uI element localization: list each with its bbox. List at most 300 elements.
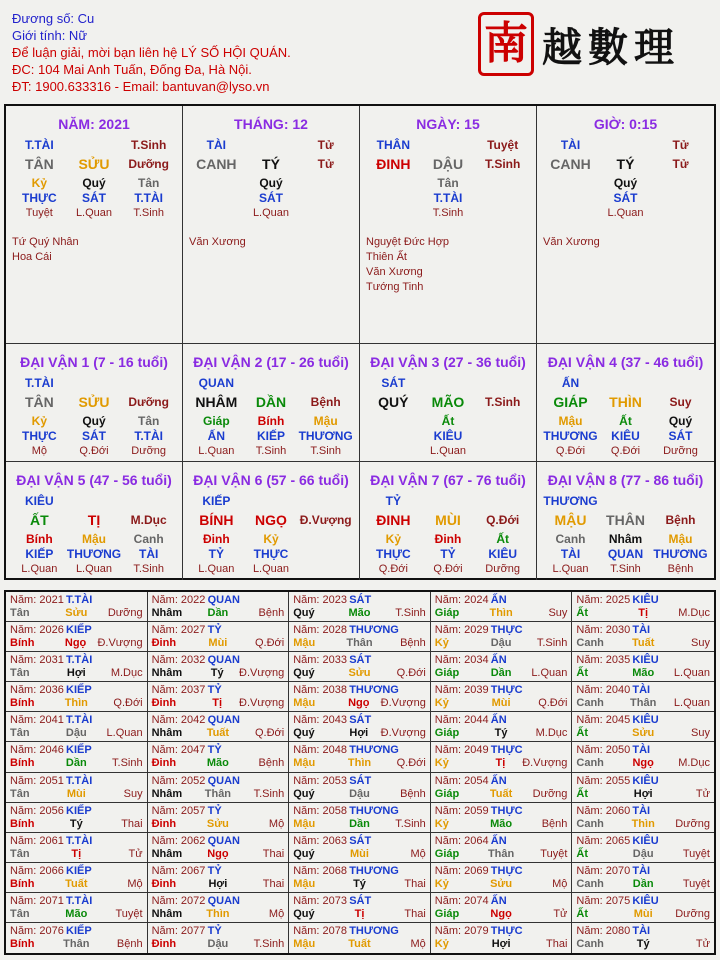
year-branch: Hợi	[633, 787, 653, 800]
year-phase: L.Quan	[673, 667, 710, 680]
year-branch: Tuất	[206, 727, 230, 740]
year-branch: Tị	[212, 697, 223, 710]
cell-value	[543, 176, 598, 191]
year-stem: Bính	[10, 817, 35, 830]
year-branch: Sửu	[206, 817, 229, 830]
year-cell	[431, 652, 573, 682]
year-star: THỰC	[490, 684, 523, 697]
contact-line-2: ĐC: 104 Mai Anh Tuấn, Đống Đa, Hà Nội.	[12, 62, 252, 77]
year-branch: Thân	[346, 637, 373, 650]
year-label: Năm: 2064	[434, 834, 489, 847]
year-phase: Q.Đới	[254, 637, 285, 650]
year-phase: Suy	[691, 727, 710, 740]
year-label: Năm: 2021	[10, 594, 64, 606]
cell-value: Q.Đới	[378, 563, 408, 575]
year-cell	[6, 773, 148, 803]
year-branch: Ngọ	[64, 637, 87, 650]
cell-value: L.Quan	[252, 207, 290, 219]
year-top	[10, 895, 143, 908]
cell-value: Dưỡng	[485, 563, 521, 575]
year-phase: Tuyệt	[115, 907, 143, 920]
cell-value: T.Sinh	[432, 207, 464, 219]
year-phase: Đ.Vượng	[239, 697, 285, 710]
cell-value: ẤT	[29, 512, 49, 528]
year-cell	[6, 833, 148, 863]
year-label: Năm: 2063	[293, 834, 347, 847]
year-cell	[148, 923, 290, 953]
year-top	[435, 714, 568, 727]
cell-title: ĐẠI VẬN 2 (17 - 26 tuổi)	[193, 354, 349, 370]
cell-value: Bính	[257, 414, 285, 428]
year-phase: Đ.Vượng	[97, 637, 143, 650]
year-cell	[431, 742, 573, 772]
cell-row-1	[366, 138, 530, 153]
year-phase: T.Sinh	[112, 757, 143, 770]
year-branch: Tuất	[489, 787, 513, 800]
year-top	[293, 684, 426, 697]
year-branch: Dậu	[65, 727, 87, 740]
cell-value	[421, 376, 476, 391]
cell-title: ĐẠI VẬN 7 (67 - 76 tuổi)	[370, 472, 526, 488]
year-star: TỶ	[207, 804, 222, 817]
year-label: Năm: 2062	[151, 834, 206, 847]
cell-value: TÝ	[262, 156, 280, 172]
year-branch: Sửu	[490, 877, 513, 890]
cell-row-5	[366, 562, 530, 577]
year-phase: Thai	[262, 877, 285, 890]
year-branch: Tý	[69, 817, 83, 830]
year-cell	[289, 803, 431, 833]
cell-value	[366, 206, 421, 221]
year-branch: Sửu	[65, 607, 88, 619]
year-top	[152, 805, 285, 818]
year-stem: Quý	[293, 847, 315, 860]
year-stem: Giáp	[434, 847, 460, 860]
cell-row-5	[12, 206, 176, 221]
cell-value: Quý	[259, 176, 283, 190]
year-branch: Mùi	[208, 637, 228, 650]
year-bottom	[10, 727, 143, 740]
cell-value: Quý	[668, 414, 693, 428]
cell-row-5	[12, 562, 176, 577]
cell-value	[421, 138, 476, 153]
cell-value: CANH	[196, 156, 237, 172]
cell-stars	[543, 235, 708, 250]
cell-value: TỶ	[385, 494, 401, 508]
cell-stars	[366, 235, 530, 295]
year-stem: Canh	[576, 877, 604, 890]
cell-row-1	[12, 494, 176, 509]
year-star: TÀI	[632, 624, 651, 637]
year-cell	[572, 592, 714, 622]
year-label: Năm: 2023	[293, 594, 347, 606]
year-phase: Suy	[691, 637, 710, 650]
year-label: Năm: 2074	[434, 894, 489, 907]
cell-value	[653, 494, 708, 509]
year-cell	[431, 863, 573, 893]
year-top	[152, 594, 285, 607]
cell-value: ĐINH	[376, 156, 411, 172]
cell-row-4	[543, 429, 708, 444]
year-bottom	[435, 697, 568, 710]
year-stem: Ất	[576, 847, 588, 860]
cell-row-4	[543, 547, 708, 562]
cell-value: Tử	[672, 138, 689, 152]
cell-value: THƯƠNG	[653, 547, 708, 561]
year-phase: Bệnh	[258, 757, 285, 770]
cell-value: Q.Đới	[433, 563, 463, 575]
year-branch: Dậu	[632, 847, 654, 860]
year-bottom	[293, 607, 426, 620]
chart-cell	[360, 344, 537, 462]
year-label: Năm: 2078	[293, 924, 347, 937]
year-top	[152, 835, 285, 848]
year-top	[293, 775, 426, 788]
year-bottom	[576, 607, 710, 620]
year-bottom	[435, 788, 568, 801]
cell-value	[366, 414, 421, 429]
year-cell	[6, 923, 148, 953]
year-stem: Đinh	[151, 757, 177, 770]
year-bottom	[293, 637, 426, 650]
cell-value: Kỷ	[31, 176, 47, 190]
year-cell	[572, 742, 714, 772]
seal-glyph: 南	[484, 18, 528, 69]
cell-value	[298, 547, 353, 562]
cell-value	[421, 494, 476, 509]
cell-value: TÝ	[616, 156, 635, 172]
year-branch: Thân	[630, 697, 657, 710]
cell-value: Giáp	[202, 414, 230, 428]
cell-value: SÁT	[668, 429, 693, 443]
cell-value: T.Sinh	[255, 445, 287, 457]
year-bottom	[435, 878, 568, 891]
cell-row-1	[12, 138, 176, 153]
year-branch: Mão	[632, 667, 655, 680]
year-star: QUAN	[207, 774, 240, 787]
year-branch: Sửu	[632, 727, 655, 740]
year-star: T.TÀI	[66, 774, 93, 787]
cell-row-2	[543, 395, 708, 410]
year-phase: Thai	[262, 847, 285, 860]
year-stem: Giáp	[434, 727, 460, 740]
year-bottom	[576, 757, 710, 770]
cell-value: MẬU	[554, 512, 587, 528]
year-stem: Tân	[10, 727, 30, 740]
year-phase: T.Sinh	[253, 787, 285, 800]
chart-cell	[183, 106, 360, 344]
year-cell	[6, 622, 148, 652]
year-phase: Tử	[695, 937, 710, 950]
year-branch: Thìn	[206, 907, 230, 920]
cell-row-4	[12, 429, 176, 444]
year-branch: Mão	[490, 817, 513, 830]
year-label: Năm: 2042	[151, 714, 206, 727]
star-item: Tướng Tinh	[366, 281, 424, 293]
year-cell	[431, 682, 573, 712]
year-phase: Suy	[123, 787, 143, 800]
cell-row-2	[366, 513, 530, 528]
year-top	[10, 594, 143, 607]
year-top	[576, 865, 710, 878]
cell-row-2	[12, 157, 176, 172]
year-cell	[289, 682, 431, 712]
year-top	[576, 805, 710, 818]
cell-value	[244, 376, 299, 391]
year-cell	[431, 893, 573, 923]
year-stem: Tân	[10, 847, 30, 860]
year-phase: Đ.Vượng	[239, 667, 285, 680]
year-top	[293, 805, 426, 818]
year-label: Năm: 2026	[10, 624, 64, 637]
cell-value: Tân	[437, 176, 459, 190]
cell-value: Canh	[133, 532, 164, 546]
cell-value: Q.Đới	[610, 445, 641, 457]
year-bottom	[435, 848, 568, 861]
year-label: Năm: 2040	[576, 684, 631, 697]
year-branch: Dần	[207, 607, 229, 619]
year-phase: Tuyệt	[682, 847, 710, 860]
year-stem: Kỷ	[434, 817, 449, 830]
year-star: QUAN	[207, 594, 240, 606]
year-bottom	[435, 938, 568, 951]
cell-row-5	[366, 444, 530, 459]
year-label: Năm: 2051	[10, 774, 64, 787]
year-label: Năm: 2044	[434, 714, 489, 727]
year-label: Năm: 2038	[293, 684, 347, 697]
cell-title: ĐẠI VẬN 3 (27 - 36 tuổi)	[370, 354, 526, 370]
cell-value: SỬU	[78, 156, 110, 172]
cell-value: Dưỡng	[128, 395, 169, 409]
year-cell	[148, 622, 290, 652]
year-star: SÁT	[349, 594, 372, 606]
cell-value: TỶ	[208, 547, 224, 561]
year-label: Năm: 2079	[434, 924, 489, 937]
year-star: KIẾP	[66, 864, 92, 877]
cell-row-4	[12, 547, 176, 562]
year-star: ẤN	[490, 834, 507, 847]
year-star: QUAN	[207, 654, 240, 667]
cell-row-2	[543, 157, 708, 172]
chart-grid	[4, 104, 716, 580]
year-branch: Hợi	[66, 667, 86, 680]
year-branch: Thìn	[489, 607, 513, 619]
year-branch: Mùi	[66, 787, 86, 800]
star-item: Văn Xương	[543, 236, 600, 248]
cell-value: Mậu	[81, 532, 106, 546]
cell-value: CANH	[550, 156, 591, 172]
year-top	[10, 805, 143, 818]
cell-value: SÁT	[81, 429, 106, 443]
year-branch: Tuất	[348, 937, 371, 950]
cell-value	[475, 494, 530, 509]
year-stem: Bính	[10, 757, 35, 770]
year-branch: Hợi	[349, 727, 369, 740]
year-label: Năm: 2076	[10, 924, 64, 937]
cell-title: ĐẠI VẬN 1 (7 - 16 tuổi)	[20, 354, 168, 370]
year-branch: Tị	[354, 907, 365, 920]
year-grid	[4, 590, 716, 955]
year-stem: Ất	[576, 907, 588, 920]
year-stem: Tân	[10, 787, 30, 800]
year-bottom	[10, 938, 143, 951]
cell-value	[298, 494, 353, 509]
year-phase: M.Dục	[678, 757, 710, 770]
year-bottom	[152, 818, 285, 831]
year-phase: Dưỡng	[675, 817, 710, 830]
cell-value: Suy	[669, 395, 692, 409]
cell-value: Q.Đới	[486, 513, 520, 527]
year-label: Năm: 2035	[576, 654, 631, 667]
year-label: Năm: 2039	[434, 684, 489, 697]
cell-value: THÂN	[376, 138, 410, 152]
year-phase: M.Dục	[110, 667, 143, 680]
year-top	[576, 714, 710, 727]
year-bottom	[10, 637, 143, 650]
cell-value: ẤN	[561, 376, 580, 390]
year-bottom	[10, 788, 143, 801]
year-cell	[289, 742, 431, 772]
cell-row-5	[189, 444, 353, 459]
year-bottom	[293, 848, 426, 861]
cell-value: Ất	[619, 414, 632, 428]
year-cell	[431, 833, 573, 863]
year-star: KIẾP	[66, 624, 92, 637]
cell-row-1	[189, 376, 353, 391]
cell-value	[189, 176, 244, 191]
cell-value: TÀI	[560, 547, 581, 561]
year-branch: Tị	[495, 757, 506, 770]
year-branch: Dần	[65, 757, 87, 770]
cell-value: SÁT	[81, 191, 106, 205]
year-label: Năm: 2067	[151, 864, 206, 877]
year-label: Năm: 2061	[10, 834, 64, 847]
year-star: THƯƠNG	[349, 684, 399, 697]
year-star: QUAN	[207, 834, 240, 847]
year-label: Năm: 2056	[10, 804, 64, 817]
year-top	[435, 775, 568, 788]
cell-value	[543, 206, 598, 221]
cell-value: TÀI	[206, 138, 226, 152]
year-star: SÁT	[349, 774, 372, 787]
cell-value: T.Sinh	[133, 207, 164, 219]
year-top	[152, 684, 285, 697]
cell-value: Tử	[317, 157, 334, 171]
cell-value: SÁT	[258, 191, 283, 205]
cell-value	[475, 191, 530, 206]
cell-row-3	[12, 532, 176, 547]
cell-value: Ất	[496, 532, 509, 546]
year-star: KIÊU	[632, 834, 659, 847]
year-stem: Nhâm	[151, 847, 183, 860]
cell-value	[598, 376, 653, 391]
cell-value: Bính	[25, 532, 53, 546]
cell-value: T.Sinh	[484, 157, 521, 171]
year-bottom	[10, 667, 143, 680]
cell-value	[67, 138, 122, 153]
cell-value: GIÁP	[553, 394, 588, 410]
year-star: KIÊU	[632, 894, 659, 907]
year-bottom	[576, 788, 710, 801]
cell-value	[653, 176, 708, 191]
year-top	[576, 835, 710, 848]
cell-value	[366, 429, 421, 444]
year-branch: Mùi	[350, 847, 369, 860]
year-phase: Q.Đới	[538, 697, 568, 710]
year-star: KIẾP	[66, 804, 92, 817]
year-star: QUAN	[207, 894, 240, 907]
year-top	[293, 624, 426, 637]
year-branch: Mão	[65, 907, 88, 920]
year-star: TÀI	[632, 744, 651, 757]
cell-value: Dưỡng	[128, 157, 169, 171]
seal-icon	[478, 12, 534, 76]
cell-value: T.Sinh	[610, 563, 641, 575]
year-label: Năm: 2031	[10, 654, 64, 667]
year-bottom	[152, 848, 285, 861]
cell-value	[121, 376, 176, 391]
year-label: Năm: 2025	[576, 594, 631, 606]
year-phase: Mộ	[127, 877, 143, 890]
year-cell	[572, 652, 714, 682]
cell-value: Đ.Vượng	[299, 513, 352, 527]
year-cell	[148, 773, 290, 803]
year-label: Năm: 2075	[576, 894, 631, 907]
star-item: Tứ Quý Nhân	[12, 236, 79, 248]
year-bottom	[293, 818, 426, 831]
year-bottom	[435, 757, 568, 770]
year-cell	[572, 833, 714, 863]
cell-value: Canh	[555, 532, 586, 546]
year-branch: Mùi	[633, 907, 653, 920]
star-item: Văn Xương	[189, 236, 246, 248]
year-bottom	[435, 607, 568, 620]
year-cell	[148, 712, 290, 742]
cell-row-3	[189, 414, 353, 429]
year-phase: L.Quan	[531, 667, 568, 680]
cell-row-4	[189, 429, 353, 444]
year-phase: Dưỡng	[675, 907, 710, 920]
year-top	[576, 744, 710, 757]
year-stem: Giáp	[434, 607, 460, 619]
cell-value	[189, 206, 244, 221]
cell-value: SÁT	[613, 191, 638, 205]
year-cell	[289, 622, 431, 652]
year-stem: Giáp	[434, 787, 460, 800]
cell-row-3	[189, 532, 353, 547]
cell-value: M.Dục	[130, 513, 167, 527]
year-stem: Nhâm	[151, 787, 183, 800]
cell-value: Kỷ	[31, 414, 47, 428]
year-stem: Mậu	[293, 757, 316, 770]
year-label: Năm: 2071	[10, 894, 64, 907]
cell-row-3	[189, 176, 353, 191]
year-top	[10, 684, 143, 697]
year-phase: Thai	[404, 877, 426, 890]
cell-row-5	[366, 206, 530, 221]
year-top	[435, 684, 568, 697]
cell-value: THÌN	[609, 394, 642, 410]
cell-value	[366, 176, 421, 191]
year-bottom	[435, 637, 568, 650]
cell-value: NHÂM	[195, 394, 238, 410]
cell-value: DẬU	[432, 156, 464, 172]
year-star: TÀI	[632, 924, 651, 937]
star-item: Thiên Ất	[366, 251, 407, 263]
cell-row-1	[189, 138, 353, 153]
cell-row-1	[189, 494, 353, 509]
cell-value: L.Quan	[198, 445, 235, 457]
